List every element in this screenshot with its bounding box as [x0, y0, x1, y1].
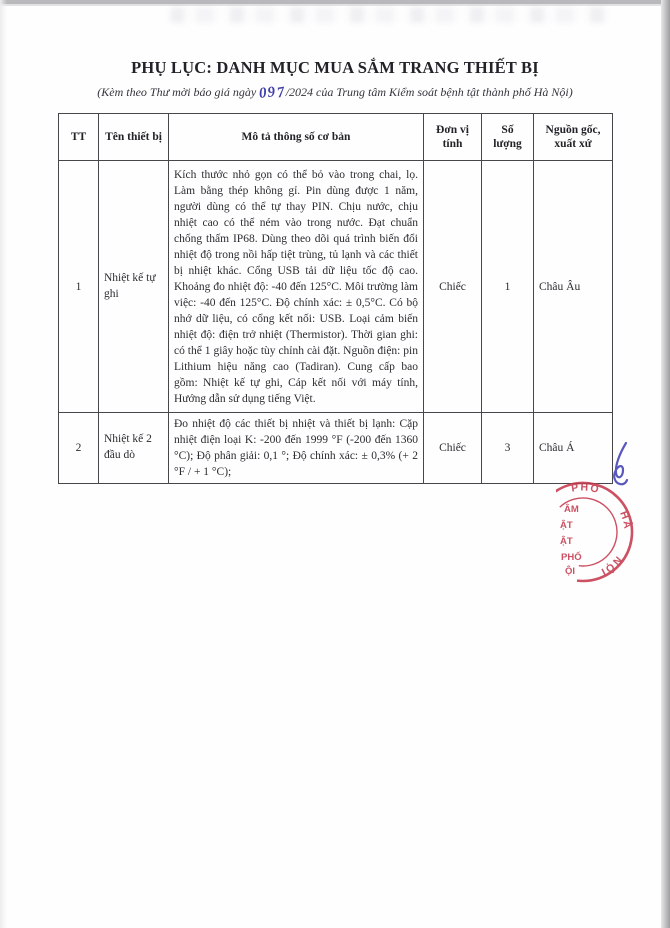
stamp-fragment-text: PHỐ	[561, 552, 582, 563]
header-quantity: Số lượng	[482, 114, 534, 161]
stamp-fragment-text: ỘI	[565, 566, 576, 577]
subtitle-prefix: (Kèm theo Thư mời báo giá ngày	[97, 85, 260, 99]
red-circular-stamp	[556, 468, 660, 604]
header-device-name: Tên thiết bị	[99, 114, 169, 161]
page-title: PHỤ LỤC: DANH MỤC MUA SẮM TRANG THIẾT BỊ	[131, 58, 539, 77]
row1-origin: Châu Âu	[534, 161, 613, 413]
row2-quantity: 3	[482, 413, 534, 484]
table-row	[59, 413, 613, 484]
equipment-table	[58, 113, 613, 484]
stamp-fragment-text: ÂM	[564, 504, 579, 515]
scan-edge-left	[0, 0, 7, 928]
header-unit: Đơn vị tính	[424, 114, 482, 161]
stamp-fragment-text: ẬT	[560, 536, 573, 547]
svg-text:NỘI	[596, 552, 627, 579]
scan-edge-right	[661, 0, 670, 928]
row1-tt: 1	[59, 161, 99, 413]
scan-edge-top-light	[0, 4, 670, 6]
stamp-arc-text-bottom: NỘI	[598, 553, 625, 579]
row2-origin: Châu Á	[534, 413, 613, 484]
row2-unit: Chiếc	[424, 413, 482, 484]
stamp-arc-text-mid: HÀ	[617, 509, 634, 531]
bleed-through-artifact	[170, 7, 610, 23]
row1-quantity: 1	[482, 161, 534, 413]
stamp-arc-text-top: PHỐ	[570, 481, 602, 497]
handwritten-date-day: 09	[258, 84, 278, 102]
row1-unit: Chiếc	[424, 161, 482, 413]
subtitle-suffix: /2024 của Trung tâm Kiểm soát bệnh tật thành phố Hà Nội)	[285, 85, 573, 99]
row2-description: Đo nhiệt độ các thiết bị nhiệt và thiết bị lạnh: Cặp nhiệt điện loại K: -200 đến 1999 °F (-200 đến 1360 °C); Độ phân giải: 0,1 °; Độ chính xác: ± 0,3% (+ 2 °F / + 1 °C);	[169, 413, 424, 484]
header-tt: TT	[59, 114, 99, 161]
row2-tt: 2	[59, 413, 99, 484]
table-row	[59, 161, 613, 413]
row2-device-name: Nhiệt kế 2 đầu dò	[99, 413, 169, 484]
header-description: Mô tả thông số cơ bản	[169, 114, 424, 161]
stamp-fragment-text: ẬT	[560, 520, 573, 531]
handwritten-date-month: 7	[275, 84, 288, 102]
table-header-row	[59, 114, 613, 161]
header-origin: Nguồn gốc, xuất xứ	[534, 114, 613, 161]
page-subtitle	[0, 84, 670, 101]
row1-description: Kích thước nhỏ gọn có thể bỏ vào trong chai, lọ. Làm bằng thép không gỉ. Pin dùng được 1 năm, người dùng có thể tự thay PIN. Chịu nước, chịu nhiệt cao có thể ném vào trong nước. Đạt chuẩn chống thấm IP68. Dùng theo dõi quá trình biến đổi nhiệt độ trong nồi hấp tiệt trùng, tủ lạnh và các thiết bị nhiệt khác. Cổng USB tải dữ liệu tốc độ cao. Khoảng đo nhiệt độ: -40 đến 125°C. Môi trường làm việc: -40 đến 125°C. Độ chính xác: ± 0,5°C. Có bộ nhớ dữ liệu, có cổng kết nối: USB. Loại cảm biến nhiệt độ: điện trở nhiệt (Thermistor). Thời gian ghi: có thể 1 giây hoặc tùy chỉnh cài đặt. Nguồn điện: pin Lithium hiệu năng cao (Tadiran). Cung cấp bao gồm: Nhiệt kế tự ghi, Cáp kết nối với máy tính, Hướng dẫn sử dụng tiếng Việt.	[169, 161, 424, 413]
row1-device-name: Nhiệt kế tự ghi	[99, 161, 169, 413]
